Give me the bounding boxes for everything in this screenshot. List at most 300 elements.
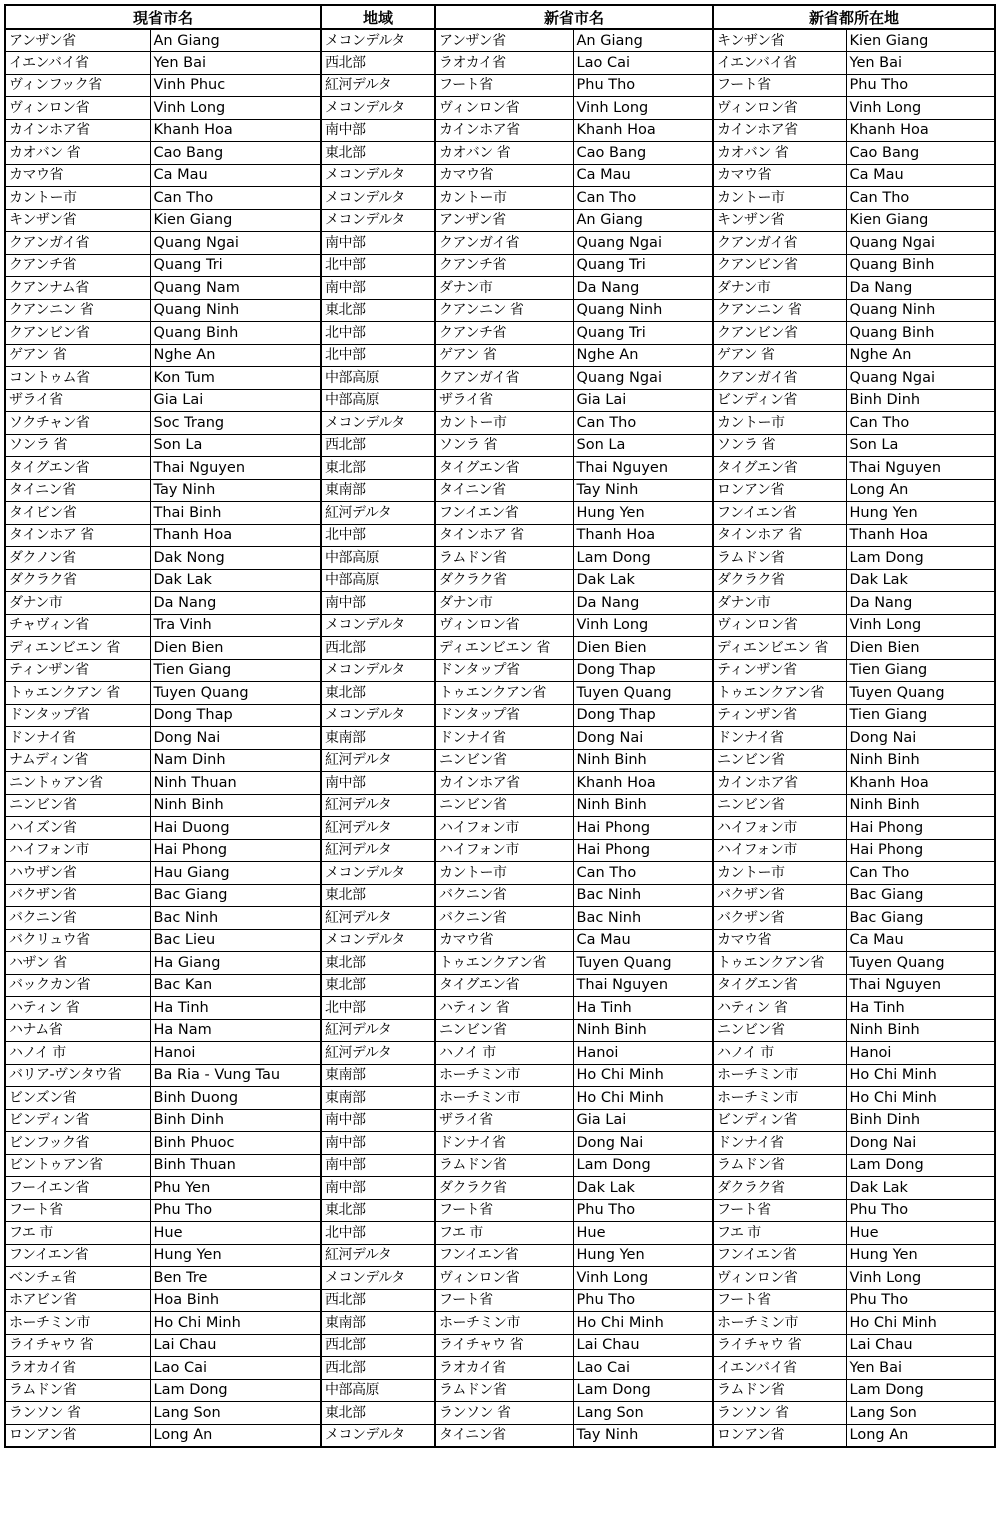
cell-new-name-jp: ヴィンロン省	[435, 97, 573, 120]
cell-capital-jp: バクザン省	[713, 884, 846, 907]
cell-current-name-en: Tay Ninh	[150, 479, 321, 502]
table-row	[5, 974, 995, 997]
table-row	[5, 52, 995, 75]
cell-new-name-jp: フート省	[435, 1289, 573, 1312]
cell-capital-en: Phu Tho	[846, 74, 995, 97]
cell-new-name-jp: トゥエンクアン省	[435, 682, 573, 705]
cell-capital-jp: ダクラク省	[713, 1177, 846, 1200]
cell-current-name-en: Soc Trang	[150, 412, 321, 435]
cell-region: 西北部	[321, 434, 435, 457]
cell-current-name-jp: コントゥム省	[5, 367, 150, 390]
cell-region: 中部高原	[321, 367, 435, 390]
cell-current-name-en: Dien Bien	[150, 637, 321, 660]
cell-new-name-en: Lang Son	[573, 1402, 713, 1425]
cell-new-name-en: Phu Tho	[573, 74, 713, 97]
cell-new-name-jp: ホーチミン市	[435, 1064, 573, 1087]
cell-new-name-en: Quang Tri	[573, 322, 713, 345]
cell-current-name-jp: ティンザン省	[5, 659, 150, 682]
cell-new-name-en: Lao Cai	[573, 52, 713, 75]
cell-current-name-jp: タイビン省	[5, 502, 150, 525]
cell-current-name-jp: ハイズン省	[5, 817, 150, 840]
cell-capital-en: Hung Yen	[846, 1244, 995, 1267]
cell-new-name-jp: ドンナイ省	[435, 727, 573, 750]
cell-current-name-en: Can Tho	[150, 187, 321, 210]
cell-new-name-en: Hung Yen	[573, 1244, 713, 1267]
table-row	[5, 97, 995, 120]
cell-new-name-en: Bac Ninh	[573, 884, 713, 907]
cell-current-name-en: Dong Thap	[150, 704, 321, 727]
table-row	[5, 884, 995, 907]
cell-current-name-jp: クアンガイ省	[5, 232, 150, 255]
cell-new-name-jp: ソンラ 省	[435, 434, 573, 457]
cell-new-name-jp: タインホア 省	[435, 524, 573, 547]
cell-capital-jp: カインホア省	[713, 772, 846, 795]
cell-capital-jp: クアンニン 省	[713, 299, 846, 322]
cell-region: 紅河デルタ	[321, 794, 435, 817]
cell-new-name-en: Ninh Binh	[573, 794, 713, 817]
cell-capital-jp: カントー市	[713, 862, 846, 885]
cell-capital-jp: ヴィンロン省	[713, 97, 846, 120]
cell-capital-en: Tien Giang	[846, 704, 995, 727]
cell-capital-jp: ニンビン省	[713, 794, 846, 817]
table-row	[5, 412, 995, 435]
table-row	[5, 142, 995, 165]
cell-new-name-en: Ninh Binh	[573, 1019, 713, 1042]
cell-capital-jp: ラムドン省	[713, 1379, 846, 1402]
cell-current-name-jp: バクリュウ省	[5, 929, 150, 952]
cell-capital-jp: ハイフォン市	[713, 817, 846, 840]
cell-region: 紅河デルタ	[321, 502, 435, 525]
cell-current-name-en: Binh Duong	[150, 1087, 321, 1110]
cell-capital-jp: ホーチミン市	[713, 1064, 846, 1087]
table-row	[5, 1402, 995, 1425]
cell-capital-en: Son La	[846, 434, 995, 457]
cell-capital-en: Ninh Binh	[846, 1019, 995, 1042]
cell-current-name-en: Bac Giang	[150, 884, 321, 907]
cell-capital-jp: フート省	[713, 1289, 846, 1312]
cell-region: 南中部	[321, 1154, 435, 1177]
cell-capital-jp: ホーチミン市	[713, 1087, 846, 1110]
cell-new-name-en: Da Nang	[573, 592, 713, 615]
cell-current-name-en: Tuyen Quang	[150, 682, 321, 705]
cell-capital-jp: ロンアン省	[713, 479, 846, 502]
cell-region: 紅河デルタ	[321, 74, 435, 97]
cell-region: 中部高原	[321, 569, 435, 592]
cell-new-name-en: Quang Tri	[573, 254, 713, 277]
cell-capital-jp: トゥエンクアン省	[713, 682, 846, 705]
cell-current-name-jp: ハザン 省	[5, 952, 150, 975]
cell-capital-jp: カマウ省	[713, 164, 846, 187]
cell-capital-jp: ニンビン省	[713, 1019, 846, 1042]
cell-region: 中部高原	[321, 1379, 435, 1402]
cell-new-name-en: Dong Nai	[573, 1132, 713, 1155]
cell-new-name-jp: ランソン 省	[435, 1402, 573, 1425]
cell-current-name-en: Quang Ninh	[150, 299, 321, 322]
cell-capital-en: Thai Nguyen	[846, 457, 995, 480]
cell-new-name-jp: バクニン省	[435, 884, 573, 907]
cell-new-name-jp: フエ 市	[435, 1222, 573, 1245]
cell-capital-en: Dak Lak	[846, 1177, 995, 1200]
cell-new-name-en: Lam Dong	[573, 1379, 713, 1402]
table-row	[5, 704, 995, 727]
cell-new-name-jp: アンザン省	[435, 29, 573, 52]
cell-current-name-jp: フーイエン省	[5, 1177, 150, 1200]
table-row	[5, 209, 995, 232]
cell-new-name-en: Da Nang	[573, 277, 713, 300]
cell-new-name-jp: カマウ省	[435, 164, 573, 187]
cell-capital-en: Ca Mau	[846, 164, 995, 187]
cell-new-name-jp: フート省	[435, 1199, 573, 1222]
cell-capital-en: Dak Lak	[846, 569, 995, 592]
cell-current-name-en: Phu Yen	[150, 1177, 321, 1200]
cell-current-name-jp: ホアビン省	[5, 1289, 150, 1312]
cell-capital-jp: ライチャウ 省	[713, 1334, 846, 1357]
cell-region: 西北部	[321, 1334, 435, 1357]
cell-capital-en: Dien Bien	[846, 637, 995, 660]
cell-new-name-jp: カマウ省	[435, 929, 573, 952]
cell-current-name-jp: ラムドン省	[5, 1379, 150, 1402]
cell-capital-jp: カマウ省	[713, 929, 846, 952]
cell-capital-en: Da Nang	[846, 592, 995, 615]
cell-capital-en: Yen Bai	[846, 1357, 995, 1380]
cell-region: 南中部	[321, 277, 435, 300]
cell-capital-en: Quang Ninh	[846, 299, 995, 322]
cell-capital-en: Kien Giang	[846, 29, 995, 52]
table-row	[5, 794, 995, 817]
header-current-name: 現省市名	[5, 5, 321, 29]
cell-new-name-jp: カオバン 省	[435, 142, 573, 165]
cell-region: メコンデルタ	[321, 209, 435, 232]
cell-new-name-en: Quang Ninh	[573, 299, 713, 322]
cell-current-name-en: Dak Nong	[150, 547, 321, 570]
table-row	[5, 659, 995, 682]
cell-new-name-jp: ニンビン省	[435, 1019, 573, 1042]
table-row	[5, 592, 995, 615]
cell-capital-en: Lam Dong	[846, 1379, 995, 1402]
cell-capital-jp: ラムドン省	[713, 1154, 846, 1177]
cell-current-name-jp: ザライ省	[5, 389, 150, 412]
cell-capital-jp: イエンバイ省	[713, 52, 846, 75]
cell-current-name-en: Hung Yen	[150, 1244, 321, 1267]
cell-current-name-en: Tra Vinh	[150, 614, 321, 637]
cell-new-name-en: Ca Mau	[573, 929, 713, 952]
cell-new-name-jp: ヴィンロン省	[435, 1267, 573, 1290]
table-row	[5, 74, 995, 97]
cell-current-name-en: Lam Dong	[150, 1379, 321, 1402]
cell-new-name-jp: ホーチミン市	[435, 1087, 573, 1110]
cell-new-name-jp: フンイエン省	[435, 1244, 573, 1267]
cell-current-name-jp: フンイエン省	[5, 1244, 150, 1267]
cell-current-name-en: Ben Tre	[150, 1267, 321, 1290]
cell-capital-jp: クアンビン省	[713, 254, 846, 277]
cell-region: 東北部	[321, 1199, 435, 1222]
cell-current-name-jp: ダクラク省	[5, 569, 150, 592]
table-row	[5, 547, 995, 570]
cell-capital-en: Lai Chau	[846, 1334, 995, 1357]
header-new-capital: 新省都所在地	[713, 5, 995, 29]
cell-new-name-en: Dong Thap	[573, 704, 713, 727]
cell-region: 南中部	[321, 232, 435, 255]
cell-capital-en: Quang Binh	[846, 254, 995, 277]
cell-new-name-jp: カインホア省	[435, 119, 573, 142]
cell-region: 東南部	[321, 1087, 435, 1110]
cell-capital-en: Tuyen Quang	[846, 682, 995, 705]
cell-region: 紅河デルタ	[321, 839, 435, 862]
cell-new-name-en: Nghe An	[573, 344, 713, 367]
cell-new-name-jp: ヴィンロン省	[435, 614, 573, 637]
cell-current-name-jp: ドンナイ省	[5, 727, 150, 750]
cell-current-name-jp: フート省	[5, 1199, 150, 1222]
cell-current-name-en: Ba Ria - Vung Tau	[150, 1064, 321, 1087]
cell-new-name-en: Can Tho	[573, 862, 713, 885]
table-row	[5, 1289, 995, 1312]
cell-capital-en: Kien Giang	[846, 209, 995, 232]
cell-current-name-en: Bac Lieu	[150, 929, 321, 952]
cell-current-name-jp: クアンナム省	[5, 277, 150, 300]
cell-capital-en: Yen Bai	[846, 52, 995, 75]
cell-capital-jp: ハティン 省	[713, 997, 846, 1020]
table-row	[5, 1177, 995, 1200]
cell-capital-en: Quang Ngai	[846, 232, 995, 255]
table-row	[5, 1222, 995, 1245]
cell-region: 紅河デルタ	[321, 1019, 435, 1042]
cell-capital-en: Ha Tinh	[846, 997, 995, 1020]
cell-new-name-en: Bac Ninh	[573, 907, 713, 930]
cell-current-name-en: Hanoi	[150, 1042, 321, 1065]
cell-current-name-jp: ビンズン省	[5, 1087, 150, 1110]
cell-region: 南中部	[321, 1132, 435, 1155]
cell-new-name-jp: ダクラク省	[435, 569, 573, 592]
cell-capital-jp: フンイエン省	[713, 1244, 846, 1267]
cell-region: 北中部	[321, 997, 435, 1020]
cell-new-name-jp: カントー市	[435, 187, 573, 210]
cell-current-name-en: Lang Son	[150, 1402, 321, 1425]
cell-capital-jp: ランソン 省	[713, 1402, 846, 1425]
cell-capital-jp: ニンビン省	[713, 749, 846, 772]
cell-capital-jp: キンザン省	[713, 209, 846, 232]
cell-capital-jp: キンザン省	[713, 29, 846, 52]
cell-region: メコンデルタ	[321, 659, 435, 682]
cell-new-name-jp: ニンビン省	[435, 794, 573, 817]
cell-region: 南中部	[321, 1177, 435, 1200]
cell-current-name-jp: ビントゥアン省	[5, 1154, 150, 1177]
table-row	[5, 502, 995, 525]
cell-new-name-en: Ninh Binh	[573, 749, 713, 772]
cell-current-name-en: Thai Binh	[150, 502, 321, 525]
cell-current-name-jp: バリア-ヴンタウ省	[5, 1064, 150, 1087]
cell-capital-en: Ca Mau	[846, 929, 995, 952]
cell-region: メコンデルタ	[321, 929, 435, 952]
table-row	[5, 637, 995, 660]
cell-new-name-en: Tuyen Quang	[573, 682, 713, 705]
cell-current-name-en: Binh Dinh	[150, 1109, 321, 1132]
cell-capital-en: Khanh Hoa	[846, 119, 995, 142]
cell-new-name-jp: ディエンビエン 省	[435, 637, 573, 660]
cell-new-name-jp: ダナン市	[435, 592, 573, 615]
table-row	[5, 29, 995, 52]
cell-new-name-jp: クアンチ省	[435, 254, 573, 277]
cell-current-name-jp: ランソン 省	[5, 1402, 150, 1425]
cell-current-name-en: Kon Tum	[150, 367, 321, 390]
table-row	[5, 1087, 995, 1110]
table-row	[5, 1042, 995, 1065]
cell-capital-jp: ビンディン省	[713, 1109, 846, 1132]
cell-region: メコンデルタ	[321, 704, 435, 727]
cell-region: 北中部	[321, 344, 435, 367]
cell-new-name-jp: ホーチミン市	[435, 1312, 573, 1335]
cell-new-name-en: Vinh Long	[573, 1267, 713, 1290]
cell-current-name-jp: ラオカイ省	[5, 1357, 150, 1380]
cell-capital-en: Vinh Long	[846, 614, 995, 637]
cell-region: 紅河デルタ	[321, 817, 435, 840]
cell-new-name-jp: ゲアン 省	[435, 344, 573, 367]
cell-new-name-jp: カインホア省	[435, 772, 573, 795]
cell-new-name-en: Hanoi	[573, 1042, 713, 1065]
cell-capital-en: Lam Dong	[846, 1154, 995, 1177]
cell-capital-en: Phu Tho	[846, 1289, 995, 1312]
cell-new-name-jp: クアンガイ省	[435, 232, 573, 255]
table-row	[5, 434, 995, 457]
cell-new-name-en: Tuyen Quang	[573, 952, 713, 975]
cell-new-name-jp: ラムドン省	[435, 1154, 573, 1177]
table-row	[5, 1312, 995, 1335]
table-row	[5, 1334, 995, 1357]
cell-capital-jp: ティンザン省	[713, 659, 846, 682]
cell-new-name-jp: クアンニン 省	[435, 299, 573, 322]
province-table	[4, 4, 996, 1448]
cell-region: 東北部	[321, 457, 435, 480]
cell-capital-jp: クアンガイ省	[713, 367, 846, 390]
table-row	[5, 772, 995, 795]
cell-new-name-jp: ニンビン省	[435, 749, 573, 772]
cell-region: 東北部	[321, 884, 435, 907]
cell-current-name-jp: ロンアン省	[5, 1424, 150, 1447]
cell-capital-en: Ho Chi Minh	[846, 1312, 995, 1335]
cell-new-name-en: Lao Cai	[573, 1357, 713, 1380]
table-row	[5, 1379, 995, 1402]
cell-region: 東南部	[321, 1312, 435, 1335]
cell-current-name-en: Hau Giang	[150, 862, 321, 885]
cell-current-name-jp: ハウザン省	[5, 862, 150, 885]
cell-current-name-en: Da Nang	[150, 592, 321, 615]
cell-capital-en: Can Tho	[846, 862, 995, 885]
cell-new-name-en: Dong Thap	[573, 659, 713, 682]
cell-capital-en: Hung Yen	[846, 502, 995, 525]
cell-current-name-jp: バクザン省	[5, 884, 150, 907]
table-row	[5, 232, 995, 255]
cell-current-name-jp: ビンフック省	[5, 1132, 150, 1155]
cell-current-name-jp: ゲアン 省	[5, 344, 150, 367]
cell-current-name-en: Binh Thuan	[150, 1154, 321, 1177]
table-row	[5, 929, 995, 952]
cell-new-name-en: Lam Dong	[573, 1154, 713, 1177]
cell-capital-en: Quang Ngai	[846, 367, 995, 390]
cell-current-name-jp: ナムディン省	[5, 749, 150, 772]
cell-region: メコンデルタ	[321, 614, 435, 637]
cell-new-name-jp: ラムドン省	[435, 1379, 573, 1402]
cell-capital-jp: カントー市	[713, 187, 846, 210]
cell-current-name-en: Quang Nam	[150, 277, 321, 300]
cell-region: メコンデルタ	[321, 1424, 435, 1447]
cell-capital-jp: タインホア 省	[713, 524, 846, 547]
cell-capital-en: Dong Nai	[846, 727, 995, 750]
cell-current-name-en: Lao Cai	[150, 1357, 321, 1380]
cell-new-name-jp: タイグエン省	[435, 457, 573, 480]
cell-capital-en: Hanoi	[846, 1042, 995, 1065]
cell-current-name-en: Quang Binh	[150, 322, 321, 345]
cell-region: 中部高原	[321, 547, 435, 570]
cell-new-name-jp: タイニン省	[435, 479, 573, 502]
cell-new-name-en: Ha Tinh	[573, 997, 713, 1020]
cell-region: メコンデルタ	[321, 97, 435, 120]
header-region: 地域	[321, 5, 435, 29]
cell-current-name-en: Ha Nam	[150, 1019, 321, 1042]
cell-new-name-en: Khanh Hoa	[573, 772, 713, 795]
cell-capital-jp: トゥエンクアン省	[713, 952, 846, 975]
cell-region: 東北部	[321, 142, 435, 165]
cell-current-name-jp: ダクノン省	[5, 547, 150, 570]
cell-new-name-jp: ダナン市	[435, 277, 573, 300]
table-row	[5, 1199, 995, 1222]
cell-region: 紅河デルタ	[321, 1042, 435, 1065]
cell-new-name-en: An Giang	[573, 209, 713, 232]
table-row	[5, 569, 995, 592]
table-row	[5, 1267, 995, 1290]
cell-current-name-jp: フエ 市	[5, 1222, 150, 1245]
cell-capital-jp: ロンアン省	[713, 1424, 846, 1447]
cell-region: 西北部	[321, 1289, 435, 1312]
cell-capital-jp: タイグエン省	[713, 974, 846, 997]
cell-capital-en: Hue	[846, 1222, 995, 1245]
cell-region: 東南部	[321, 727, 435, 750]
cell-capital-en: Lang Son	[846, 1402, 995, 1425]
cell-new-name-jp: ライチャウ 省	[435, 1334, 573, 1357]
cell-current-name-jp: バクニン省	[5, 907, 150, 930]
cell-region: 西北部	[321, 637, 435, 660]
cell-current-name-en: Quang Tri	[150, 254, 321, 277]
cell-current-name-jp: クアンビン省	[5, 322, 150, 345]
cell-new-name-en: An Giang	[573, 29, 713, 52]
cell-region: 紅河デルタ	[321, 907, 435, 930]
cell-capital-jp: カントー市	[713, 412, 846, 435]
cell-current-name-en: Ha Giang	[150, 952, 321, 975]
cell-new-name-jp: カントー市	[435, 412, 573, 435]
cell-current-name-jp: タイニン省	[5, 479, 150, 502]
cell-new-name-jp: ザライ省	[435, 1109, 573, 1132]
cell-new-name-en: Can Tho	[573, 412, 713, 435]
cell-current-name-jp: ハナム省	[5, 1019, 150, 1042]
header-row	[5, 5, 995, 29]
cell-capital-jp: ヴィンロン省	[713, 614, 846, 637]
cell-capital-en: Dong Nai	[846, 1132, 995, 1155]
cell-current-name-jp: カオバン 省	[5, 142, 150, 165]
cell-current-name-en: Tien Giang	[150, 659, 321, 682]
cell-new-name-en: Son La	[573, 434, 713, 457]
cell-region: 中部高原	[321, 389, 435, 412]
cell-current-name-en: Lai Chau	[150, 1334, 321, 1357]
cell-new-name-jp: トゥエンクアン省	[435, 952, 573, 975]
cell-current-name-jp: ヴィンフック省	[5, 74, 150, 97]
cell-new-name-jp: タイニン省	[435, 1424, 573, 1447]
cell-region: メコンデルタ	[321, 412, 435, 435]
cell-capital-jp: クアンガイ省	[713, 232, 846, 255]
cell-capital-en: Ho Chi Minh	[846, 1087, 995, 1110]
cell-region: 南中部	[321, 592, 435, 615]
cell-capital-en: Thai Nguyen	[846, 974, 995, 997]
table-row	[5, 952, 995, 975]
cell-new-name-en: Cao Bang	[573, 142, 713, 165]
cell-new-name-jp: ハティン 省	[435, 997, 573, 1020]
